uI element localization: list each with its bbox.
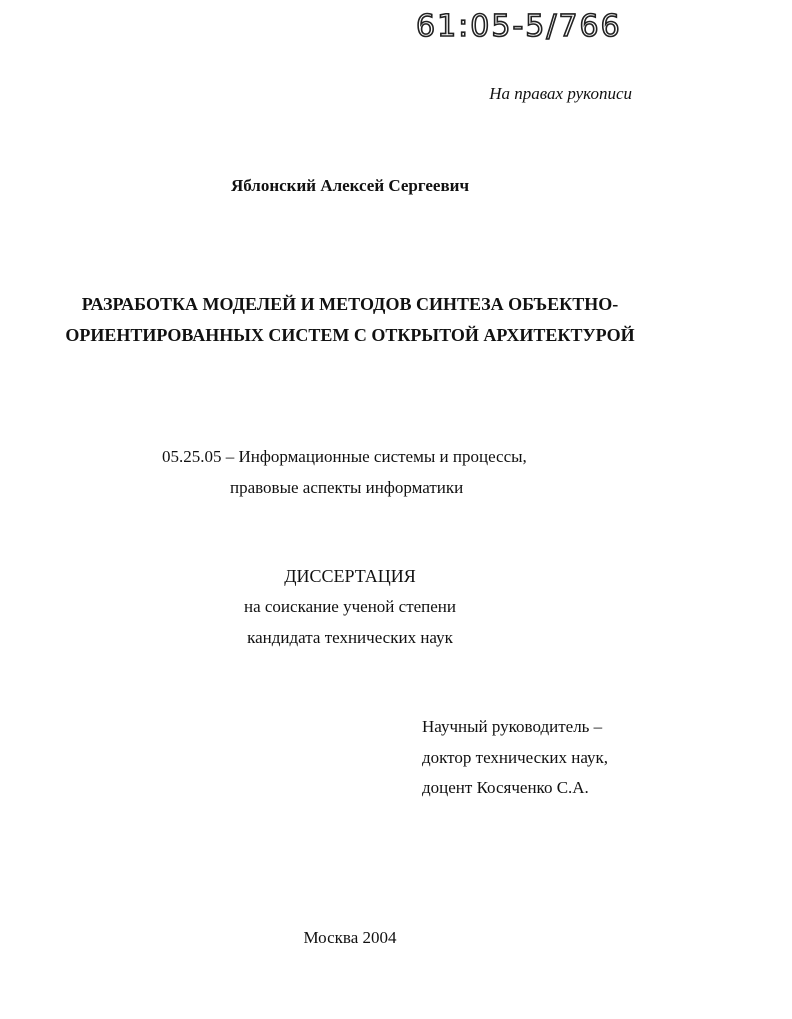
handwritten-catalog-number-text: 61:05-5/766 (416, 9, 622, 44)
handwritten-catalog-number-graphic (412, 0, 662, 48)
dissertation-title-line-1: РАЗРАБОТКА МОДЕЛЕЙ И МЕТОДОВ СИНТЕЗА ОБЪЕКТНО- (81, 294, 619, 314)
handwritten-catalog-number (412, 0, 662, 48)
supervisor-line-2: доктор технических наук, (422, 748, 609, 767)
dissertation-title-line-2: ОРИЕНТИРОВАННЫХ СИСТЕМ С ОТКРЫТОЙ АРХИТЕКТУРОЙ (65, 325, 635, 345)
supervisor-line-3: доцент Косяченко С.А. (422, 778, 589, 797)
degree-line-1: на соискание ученой степени (243, 597, 457, 616)
manuscript-rights-note: На правах рукописи (489, 84, 632, 103)
city-year: Москва 2004 (303, 928, 397, 947)
author-name: Яблонский Алексей Сергеевич (230, 176, 470, 195)
degree-line-2: кандидата технических наук (247, 628, 453, 647)
specialty-line-2: правовые аспекты информатики (230, 478, 464, 497)
specialty-line-1: 05.25.05 – Информационные системы и процессы, (162, 447, 527, 466)
work-type-heading: ДИССЕРТАЦИЯ (284, 566, 416, 586)
supervisor-line-1: Научный руководитель – (422, 717, 603, 736)
